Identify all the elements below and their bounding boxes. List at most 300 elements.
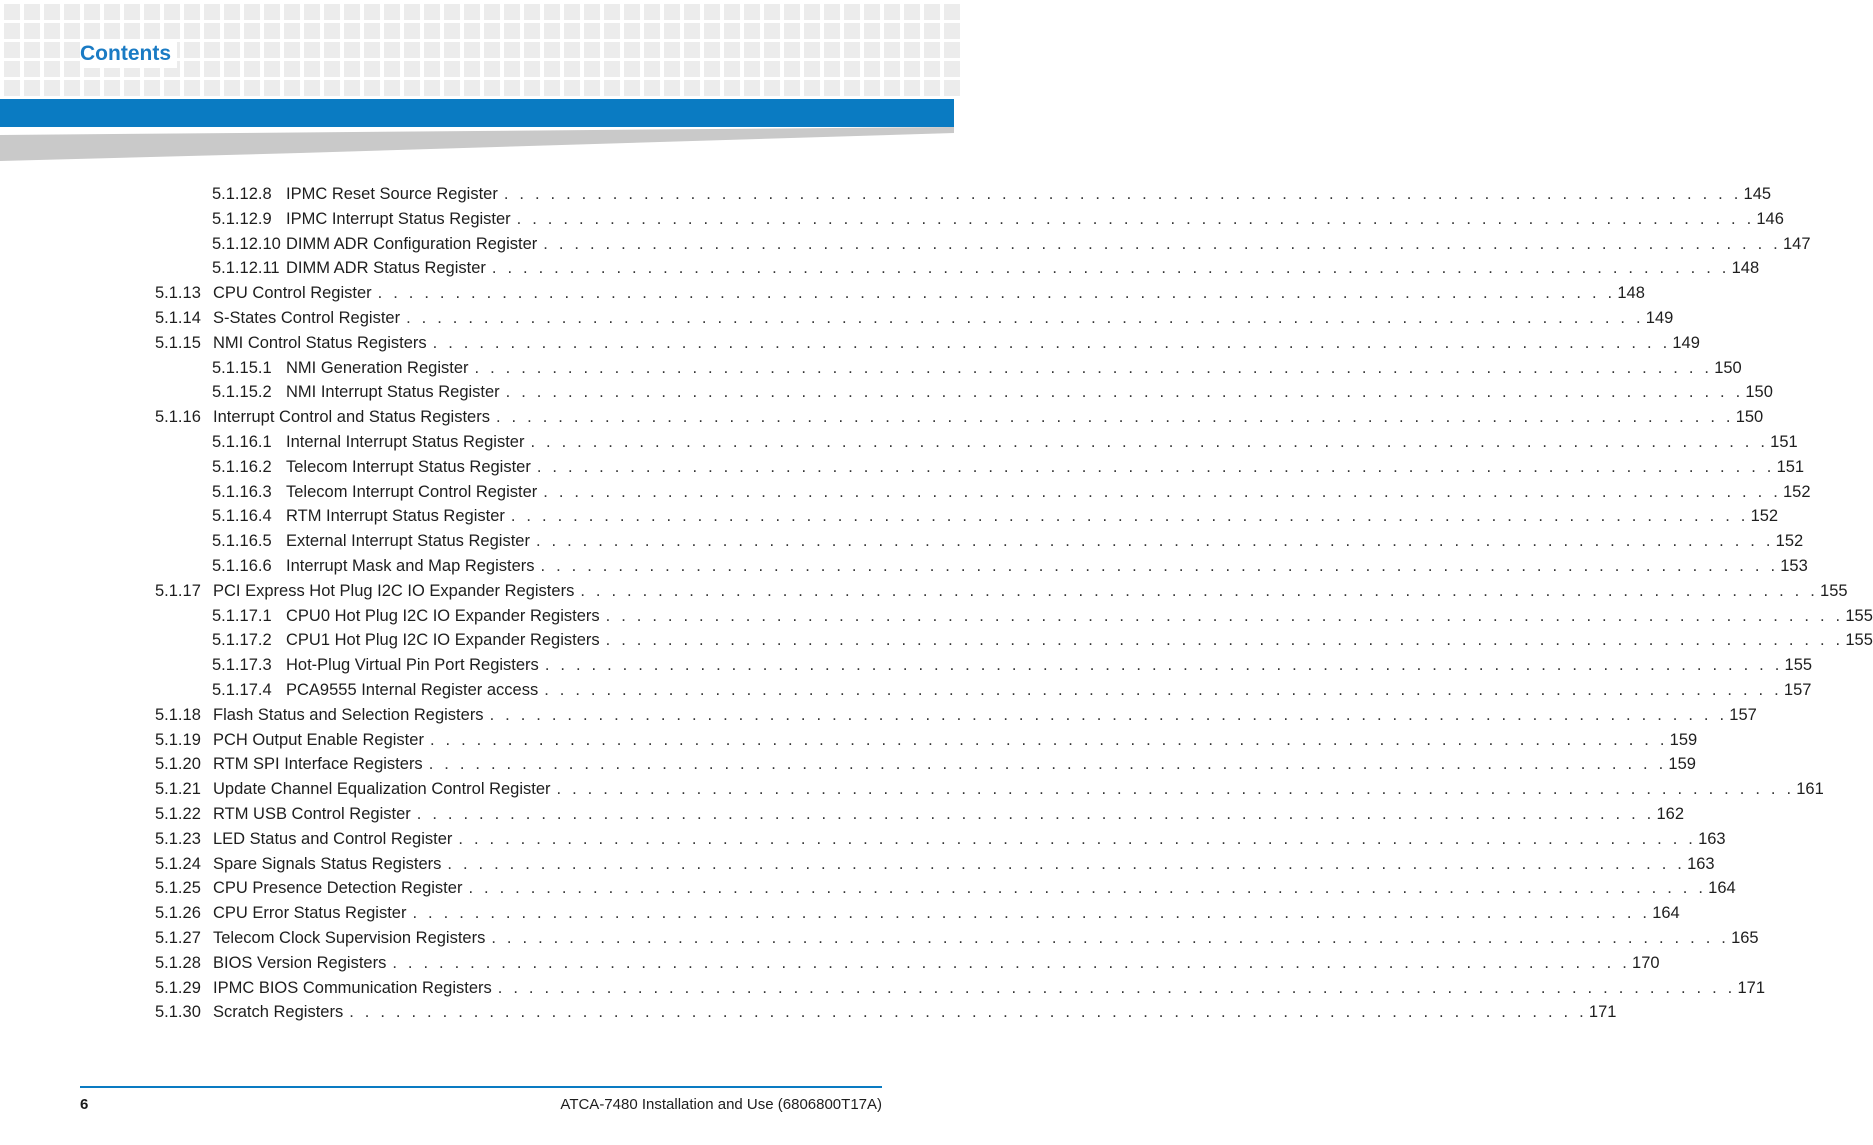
header-pattern-square (144, 23, 160, 39)
toc-entry-page: 150 (1735, 408, 1764, 427)
toc-entry-number: 5.1.15.1 (212, 358, 272, 377)
header-pattern-square (204, 42, 220, 58)
header-pattern-square (324, 23, 340, 39)
header-pattern-square (84, 23, 100, 39)
header-pattern-square (544, 23, 560, 39)
toc-entry[interactable] (155, 778, 1824, 800)
toc-entry-page: 152 (1775, 532, 1804, 551)
toc-entry-page: 164 (1652, 904, 1680, 923)
toc-entry-title: Scratch Registers (213, 1003, 344, 1022)
header-pattern-square (144, 4, 160, 20)
header-pattern-square (4, 4, 20, 20)
header-pattern-square (364, 42, 380, 58)
header-pattern-square (4, 42, 20, 58)
header-pattern-square (844, 80, 860, 96)
toc-entry[interactable] (212, 605, 1873, 627)
header-pattern-square (124, 80, 140, 96)
toc-entry[interactable] (155, 1001, 1617, 1023)
toc-entry-number: 5.1.17.3 (212, 656, 272, 675)
header-pattern-square (444, 23, 460, 39)
toc-entry[interactable] (212, 679, 1812, 701)
toc-entry-number: 5.1.13 (155, 284, 201, 303)
header-pattern-square (664, 23, 680, 39)
toc-leader-dots: . . . . . . . . . . . . . . . . . . . . . . . . . . . . . . . . . . . . . . . . . . . . . . . . . . . . . . . . . . . . . . . . . . . . . . . . . . . . . . . . (540, 557, 1779, 575)
toc-entry-number: 5.1.12.8 (212, 185, 272, 203)
toc-entry-page: 159 (1669, 730, 1698, 749)
toc-entry-number: 5.1.16.6 (212, 557, 272, 575)
toc-entry-number: 5.1.17.2 (212, 631, 272, 650)
toc-entry[interactable] (155, 704, 1757, 726)
header-pattern-square (364, 23, 380, 39)
toc-entry-title: RTM USB Control Register (213, 805, 411, 823)
header-pattern-square (384, 42, 400, 58)
header-pattern-square (844, 23, 860, 39)
header-pattern-square (864, 61, 880, 77)
toc-entry-title: PCA9555 Internal Register access (286, 681, 539, 699)
header-blue-bar (0, 99, 954, 127)
toc-leader-dots: . . . . . . . . . . . . . . . . . . . . . . . . . . . . . . . . . . . . . . . . . . . . . . . . . . . . . . . . . . . . . . . . . . . . . . . . . . . . . . . . (458, 829, 1697, 848)
header-pattern-square (584, 23, 600, 39)
toc-entry-page: 150 (1714, 358, 1742, 377)
toc-entry-page: 161 (1796, 780, 1824, 799)
toc-entry[interactable] (155, 753, 1696, 775)
toc-entry-page: 148 (1731, 259, 1760, 278)
header-pattern-square (44, 42, 60, 58)
header-pattern-square (864, 4, 880, 20)
toc-entry[interactable] (155, 332, 1700, 354)
toc-leader-dots: . . . . . . . . . . . . . . . . . . . . . . . . . . . . . . . . . . . . . . . . . . . . . . . . . . . . . . . . . . . . . . . . . . . . . . . . . . . . . . . . (530, 433, 1769, 451)
header-pattern-square (624, 80, 640, 96)
header-pattern-square (424, 4, 440, 20)
header-pattern-square (744, 80, 760, 96)
toc-entry-title: NMI Interrupt Status Register (286, 383, 500, 402)
toc-entry-title: Hot-Plug Virtual Pin Port Registers (286, 656, 539, 675)
toc-leader-dots: . . . . . . . . . . . . . . . . . . . . . . . . . . . . . . . . . . . . . . . . . . . . . . . . . . . . . . . . . . . . . . . . . . . . . . . . . . . . . . . . (544, 656, 1783, 675)
toc-entry-page: 151 (1776, 457, 1805, 476)
header-pattern-square (124, 4, 140, 20)
header-pattern-square (44, 61, 60, 77)
header-pattern-square (204, 23, 220, 39)
header-pattern-square (44, 4, 60, 20)
header-pattern-square (904, 23, 920, 39)
toc-entry-title: External Interrupt Status Register (286, 532, 530, 551)
header-pattern-square (904, 42, 920, 58)
header-pattern-square (164, 80, 180, 96)
toc-leader-dots: . . . . . . . . . . . . . . . . . . . . . . . . . . . . . . . . . . . . . . . . . . . . . . . . . . . . . . . . . . . . . . . . . . . . . . . . . . . . . . . . (377, 284, 1616, 303)
header-pattern-square (504, 80, 520, 96)
header-pattern-square (164, 23, 180, 39)
header-pattern-square (524, 42, 540, 58)
header-pattern-square (884, 23, 900, 39)
header-pattern-square (284, 80, 300, 96)
toc-entry-page: 151 (1770, 433, 1798, 451)
toc-entry-page: 153 (1780, 557, 1808, 575)
toc-leader-dots: . . . . . . . . . . . . . . . . . . . . . . . . . . . . . . . . . . . . . . . . . . . . . . . . . . . . . . . . . . . . . . . . . . . . . . . . . . . . . . . . (516, 209, 1755, 228)
header-pattern-square (804, 23, 820, 39)
toc-leader-dots: . . . . . . . . . . . . . . . . . . . . . . . . . . . . . . . . . . . . . . . . . . . . . . . . . . . . . . . . . . . . . . . . . . . . . . . . . . . . . . . . (497, 978, 1736, 997)
header-pattern-square (64, 4, 80, 20)
toc-leader-dots: . . . . . . . . . . . . . . . . . . . . . . . . . . . . . . . . . . . . . . . . . . . . . . . . . . . . . . . . . . . . . . . . . . . . . . . . . . . . . . . . (428, 755, 1667, 774)
toc-entry[interactable] (155, 828, 1726, 850)
header-pattern-square (344, 23, 360, 39)
header-pattern-square (424, 80, 440, 96)
header-pattern-square (404, 42, 420, 58)
header-pattern-square (424, 23, 440, 39)
header-pattern-square (564, 4, 580, 20)
header-pattern-square (684, 4, 700, 20)
header-pattern-square (724, 4, 740, 20)
toc-entry-number: 5.1.16.5 (212, 532, 272, 551)
header-pattern-square (504, 23, 520, 39)
header-pattern-square (704, 61, 720, 77)
header-pattern-square (804, 80, 820, 96)
header-pattern-square (544, 4, 560, 20)
toc-leader-dots: . . . . . . . . . . . . . . . . . . . . . . . . . . . . . . . . . . . . . . . . . . . . . . . . . . . . . . . . . . . . . . . . . . . . . . . . . . . . . . . . (406, 309, 1644, 327)
header-pattern-square (264, 42, 280, 58)
header-pattern-square (224, 23, 240, 39)
header-pattern-square (264, 23, 280, 39)
toc-entry[interactable] (155, 977, 1765, 999)
header-pattern-square (404, 4, 420, 20)
toc-entry-title: Flash Status and Selection Registers (213, 705, 484, 724)
toc-entry[interactable] (212, 431, 1798, 453)
toc-entry[interactable] (212, 233, 1811, 255)
toc-leader-dots: . . . . . . . . . . . . . . . . . . . . . . . . . . . . . . . . . . . . . . . . . . . . . . . . . . . . . . . . . . . . . . . . . . . . . . . . . . . . . . . . (412, 904, 1651, 923)
header-pattern-square (904, 4, 920, 20)
header-pattern-square (564, 42, 580, 58)
toc-entry-number: 5.1.21 (155, 780, 201, 799)
header-pattern-square (764, 23, 780, 39)
toc-leader-dots: . . . . . . . . . . . . . . . . . . . . . . . . . . . . . . . . . . . . . . . . . . . . . . . . . . . . . . . . . . . . . . . . . . . . . . . . . . . . . . . . (544, 681, 1782, 699)
header-pattern-square (404, 61, 420, 77)
toc-entry-page: 171 (1737, 978, 1765, 997)
header-pattern-square (824, 80, 840, 96)
toc-entry[interactable] (155, 853, 1715, 875)
toc-entry[interactable] (212, 654, 1813, 676)
toc-entry[interactable] (212, 555, 1808, 577)
header-pattern-square (264, 80, 280, 96)
toc-leader-dots: . . . . . . . . . . . . . . . . . . . . . . . . . . . . . . . . . . . . . . . . . . . . . . . . . . . . . . . . . . . . . . . . . . . . . . . . . . . . . . . . (489, 705, 1728, 724)
toc-entry-title: DIMM ADR Configuration Register (286, 234, 538, 253)
toc-entry[interactable] (155, 952, 1660, 974)
header-pattern-square (104, 80, 120, 96)
header-pattern-square (24, 42, 40, 58)
toc-entry[interactable] (155, 803, 1684, 825)
toc-entry-number: 5.1.28 (155, 953, 201, 972)
toc-entry[interactable] (212, 629, 1873, 651)
toc-entry-title: CPU Control Register (213, 284, 372, 303)
header-pattern-square (364, 80, 380, 96)
header-pattern-square (724, 61, 740, 77)
toc-entry-title: PCH Output Enable Register (213, 730, 424, 749)
toc-entry-page: 171 (1588, 1003, 1617, 1022)
toc-entry-page: 149 (1672, 333, 1700, 352)
footer-doc-title: ATCA-7480 Installation and Use (6806800T17A) (560, 1096, 882, 1113)
header-pattern-square (624, 23, 640, 39)
header-pattern-square (224, 42, 240, 58)
toc-entry-page: 147 (1782, 234, 1811, 253)
header-pattern-square (144, 80, 160, 96)
toc-entry[interactable] (212, 530, 1804, 552)
header-pattern-square (244, 42, 260, 58)
header-pattern-square (864, 23, 880, 39)
toc-leader-dots: . . . . . . . . . . . . . . . . . . . . . . . . . . . . . . . . . . . . . . . . . . . . . . . . . . . . . . . . . . . . . . . . . . . . . . . . . . . . . . . . (349, 1003, 1587, 1022)
header-pattern-square (464, 4, 480, 20)
toc-leader-dots: . . . . . . . . . . . . . . . . . . . . . . . . . . . . . . . . . . . . . . . . . . . . . . . . . . . . . . . . . . . . . . . . . . . . . . . . . . . . . . . . (429, 730, 1668, 749)
header-pattern-square (524, 80, 540, 96)
toc-entry[interactable] (155, 406, 1764, 428)
header-pattern-square (464, 61, 480, 77)
header-pattern-square (724, 42, 740, 58)
header-pattern-square (744, 23, 760, 39)
header-pattern-square (524, 4, 540, 20)
header-pattern-square (44, 23, 60, 39)
header-pattern-square (484, 61, 500, 77)
toc-entry-number: 5.1.29 (155, 978, 201, 997)
header-pattern-square (4, 61, 20, 77)
toc-entry[interactable] (155, 877, 1736, 899)
toc-entry-title: Telecom Interrupt Status Register (286, 457, 531, 476)
toc-entry-title: Internal Interrupt Status Register (286, 433, 525, 451)
toc-entry-number: 5.1.23 (155, 829, 201, 848)
header-pattern-square (364, 4, 380, 20)
toc-entry[interactable] (155, 927, 1759, 949)
header-pattern-square (884, 42, 900, 58)
header-pattern-square (824, 23, 840, 39)
header-pattern-square (584, 61, 600, 77)
header-pattern-square (4, 80, 20, 96)
toc-leader-dots: . . . . . . . . . . . . . . . . . . . . . . . . . . . . . . . . . . . . . . . . . . . . . . . . . . . . . . . . . . . . . . . . . . . . . . . . . . . . . . . . (505, 383, 1744, 402)
header-pattern-square (324, 80, 340, 96)
header-pattern-square (24, 61, 40, 77)
toc-leader-dots: . . . . . . . . . . . . . . . . . . . . . . . . . . . . . . . . . . . . . . . . . . . . . . . . . . . . . . . . . . . . . . . . . . . . . . . . . . . . . . . . (432, 333, 1671, 352)
header-pattern-square (624, 4, 640, 20)
toc-leader-dots: . . . . . . . . . . . . . . . . . . . . . . . . . . . . . . . . . . . . . . . . . . . . . . . . . . . . . . . . . . . . . . . . . . . . . . . . . . . . . . . . (543, 482, 1781, 501)
header-pattern-square (64, 42, 80, 58)
header-pattern-square (324, 61, 340, 77)
toc-entry-title: Update Channel Equalization Control Register (213, 780, 551, 799)
toc-leader-dots: . . . . . . . . . . . . . . . . . . . . . . . . . . . . . . . . . . . . . . . . . . . . . . . . . . . . . . . . . . . . . . . . . . . . . . . . . . . . . . . . (543, 234, 1781, 253)
header-pattern-square (644, 80, 660, 96)
toc-entry-page: 152 (1750, 507, 1779, 526)
header-pattern-square (764, 42, 780, 58)
header-pattern-square (644, 4, 660, 20)
header-pattern-square (224, 4, 240, 20)
toc-entry[interactable] (212, 183, 1772, 205)
toc-entry[interactable] (212, 257, 1760, 279)
toc-entry-title: IPMC Reset Source Register (286, 185, 498, 203)
header-pattern-square (464, 23, 480, 39)
toc-entry-title: IPMC BIOS Communication Registers (213, 978, 492, 997)
header-pattern-square (444, 42, 460, 58)
toc-entry-title: CPU1 Hot Plug I2C IO Expander Registers (286, 631, 600, 650)
header-pattern-square (204, 61, 220, 77)
toc-leader-dots: . . . . . . . . . . . . . . . . . . . . . . . . . . . . . . . . . . . . . . . . . . . . . . . . . . . . . . . . . . . . . . . . . . . . . . . . . . . . . . . . (510, 507, 1749, 526)
header-pattern-square (644, 23, 660, 39)
header-pattern-square (944, 80, 960, 96)
toc-entry-title: BIOS Version Registers (213, 953, 387, 972)
header-pattern-square (244, 23, 260, 39)
header-pattern-square (924, 4, 940, 20)
toc-entry[interactable] (155, 580, 1848, 602)
toc-entry-number: 5.1.15 (155, 333, 201, 352)
toc-entry-title: NMI Control Status Registers (213, 333, 427, 352)
toc-entry[interactable] (212, 505, 1779, 527)
toc-leader-dots: . . . . . . . . . . . . . . . . . . . . . . . . . . . . . . . . . . . . . . . . . . . . . . . . . . . . . . . . . . . . . . . . . . . . . . . . . . . . . . . . (392, 953, 1631, 972)
toc-entry-title: LED Status and Control Register (213, 829, 453, 848)
header-pattern-square (544, 80, 560, 96)
header-pattern-square (184, 23, 200, 39)
toc-entry-page: 170 (1632, 953, 1660, 972)
toc-entry-title: Telecom Interrupt Control Register (286, 482, 538, 501)
toc-leader-dots: . . . . . . . . . . . . . . . . . . . . . . . . . . . . . . . . . . . . . . . . . . . . . . . . . . . . . . . . . . . . . . . . . . . . . . . . . . . . . . . . (536, 457, 1775, 476)
header-pattern-square (384, 23, 400, 39)
toc-entry[interactable] (212, 381, 1773, 403)
toc-entry-page: 149 (1645, 309, 1674, 327)
header-pattern-square (624, 61, 640, 77)
header-pattern-square (704, 42, 720, 58)
toc-entry[interactable] (155, 307, 1674, 329)
toc-entry-page: 155 (1845, 631, 1873, 650)
header-pattern-square (944, 61, 960, 77)
toc-leader-dots: . . . . . . . . . . . . . . . . . . . . . . . . . . . . . . . . . . . . . . . . . . . . . . . . . . . . . . . . . . . . . . . . . . . . . . . . . . . . . . . . (416, 805, 1655, 823)
header-pattern-square (584, 80, 600, 96)
header-pattern-square (304, 23, 320, 39)
header-pattern-square (924, 23, 940, 39)
header-pattern-square (24, 80, 40, 96)
toc-leader-dots: . . . . . . . . . . . . . . . . . . . . . . . . . . . . . . . . . . . . . . . . . . . . . . . . . . . . . . . . . . . . . . . . . . . . . . . . . . . . . . . . (474, 358, 1713, 377)
header-pattern-square (184, 80, 200, 96)
header-pattern-square (424, 61, 440, 77)
header-pattern-square (244, 4, 260, 20)
toc-entry-title: RTM Interrupt Status Register (286, 507, 505, 526)
header-pattern-square (664, 4, 680, 20)
toc-entry-number: 5.1.18 (155, 705, 201, 724)
header-pattern-square (284, 42, 300, 58)
toc-entry-title: PCI Express Hot Plug I2C IO Expander Registers (213, 581, 575, 600)
toc-entry-page: 152 (1782, 482, 1811, 501)
header-pattern-square (544, 61, 560, 77)
toc-entry-number: 5.1.17 (155, 581, 201, 600)
toc-entry-number: 5.1.24 (155, 854, 201, 873)
header-pattern-square (404, 80, 420, 96)
header-pattern-square (304, 61, 320, 77)
toc-entry-title: CPU0 Hot Plug I2C IO Expander Registers (286, 606, 600, 625)
header-pattern-square (604, 42, 620, 58)
header-pattern-square (444, 4, 460, 20)
header-pattern-square (864, 80, 880, 96)
header-pattern-square (884, 61, 900, 77)
header-pattern-square (784, 61, 800, 77)
header-pattern-square (84, 80, 100, 96)
toc-entry-title: Interrupt Mask and Map Registers (286, 557, 535, 575)
toc-leader-dots: . . . . . . . . . . . . . . . . . . . . . . . . . . . . . . . . . . . . . . . . . . . . . . . . . . . . . . . . . . . . . . . . . . . . . . . . . . . . . . . . (495, 408, 1734, 427)
header-pattern-square (424, 42, 440, 58)
toc-entry-number: 5.1.12.11 (212, 259, 280, 278)
header-pattern-square (824, 4, 840, 20)
header-pattern-square (264, 4, 280, 20)
toc-entry-page: 163 (1687, 854, 1715, 873)
toc-entry-title: S-States Control Register (213, 309, 401, 327)
header-pattern-square (604, 61, 620, 77)
header-pattern-square (644, 61, 660, 77)
toc-entry-page: 155 (1845, 606, 1873, 625)
toc-leader-dots: . . . . . . . . . . . . . . . . . . . . . . . . . . . . . . . . . . . . . . . . . . . . . . . . . . . . . . . . . . . . . . . . . . . . . . . . . . . . . . . . (503, 185, 1742, 203)
header-pattern-square (844, 4, 860, 20)
header-pattern-square (524, 23, 540, 39)
header-pattern-square (924, 61, 940, 77)
header-pattern-square (324, 42, 340, 58)
header-pattern-square (364, 61, 380, 77)
toc-entry[interactable] (155, 902, 1680, 924)
header-pattern-square (484, 23, 500, 39)
header-pattern-square (664, 80, 680, 96)
toc-leader-dots: . . . . . . . . . . . . . . . . . . . . . . . . . . . . . . . . . . . . . . . . . . . . . . . . . . . . . . . . . . . . . . . . . . . . . . . . . . . . . . . . (605, 606, 1844, 625)
toc-entry[interactable] (212, 481, 1811, 503)
toc-entry-number: 5.1.17.1 (212, 606, 272, 625)
toc-entry[interactable] (212, 456, 1805, 478)
toc-entry-number: 5.1.16.4 (212, 507, 272, 526)
header-pattern-square (784, 4, 800, 20)
header-pattern-square (104, 23, 120, 39)
header-pattern-square (664, 42, 680, 58)
toc-entry-number: 5.1.17.4 (212, 681, 272, 699)
header-pattern-square (684, 61, 700, 77)
header-pattern-square (464, 42, 480, 58)
toc-entry-number: 5.1.20 (155, 755, 201, 774)
header-pattern-square (64, 80, 80, 96)
header-pattern-square (244, 80, 260, 96)
header-pattern-square (64, 61, 80, 77)
toc-entry[interactable] (155, 729, 1698, 751)
toc-entry-page: 165 (1731, 929, 1759, 947)
header-pattern-square (784, 80, 800, 96)
toc-entry[interactable] (212, 208, 1784, 230)
header-pattern-square (384, 4, 400, 20)
toc-leader-dots: . . . . . . . . . . . . . . . . . . . . . . . . . . . . . . . . . . . . . . . . . . . . . . . . . . . . . . . . . . . . . . . . . . . . . . . . . . . . . . . . (491, 259, 1730, 278)
toc-entry-number: 5.1.30 (155, 1003, 201, 1022)
toc-entry-page: 155 (1784, 656, 1813, 675)
header-pattern-square (464, 80, 480, 96)
header-pattern-square (744, 4, 760, 20)
footer-rule (80, 1086, 882, 1088)
toc-entry-page: 159 (1668, 755, 1696, 774)
toc-entry-number: 5.1.16.1 (212, 433, 272, 451)
toc-entry-title: RTM SPI Interface Registers (213, 755, 423, 774)
header-pattern-square (444, 61, 460, 77)
header-pattern-square (284, 61, 300, 77)
header-pattern-square (804, 61, 820, 77)
header-pattern-square (704, 4, 720, 20)
toc-entry-page: 157 (1783, 681, 1812, 699)
toc-entry-page: 145 (1743, 185, 1772, 203)
toc-entry-page: 162 (1656, 805, 1684, 823)
header-pattern-square (84, 4, 100, 20)
header-pattern-square (164, 4, 180, 20)
header-pattern-square (664, 61, 680, 77)
header-pattern-square (864, 42, 880, 58)
toc-entry-title: CPU Error Status Register (213, 904, 407, 923)
toc-entry-number: 5.1.19 (155, 730, 201, 749)
header-pattern-square (904, 80, 920, 96)
header-pattern-square (184, 42, 200, 58)
header-pattern-square (524, 61, 540, 77)
toc-entry[interactable] (212, 357, 1742, 379)
toc-entry[interactable] (155, 282, 1645, 304)
header-pattern-square (304, 80, 320, 96)
header-pattern-square (304, 4, 320, 20)
header-pattern-square (184, 4, 200, 20)
